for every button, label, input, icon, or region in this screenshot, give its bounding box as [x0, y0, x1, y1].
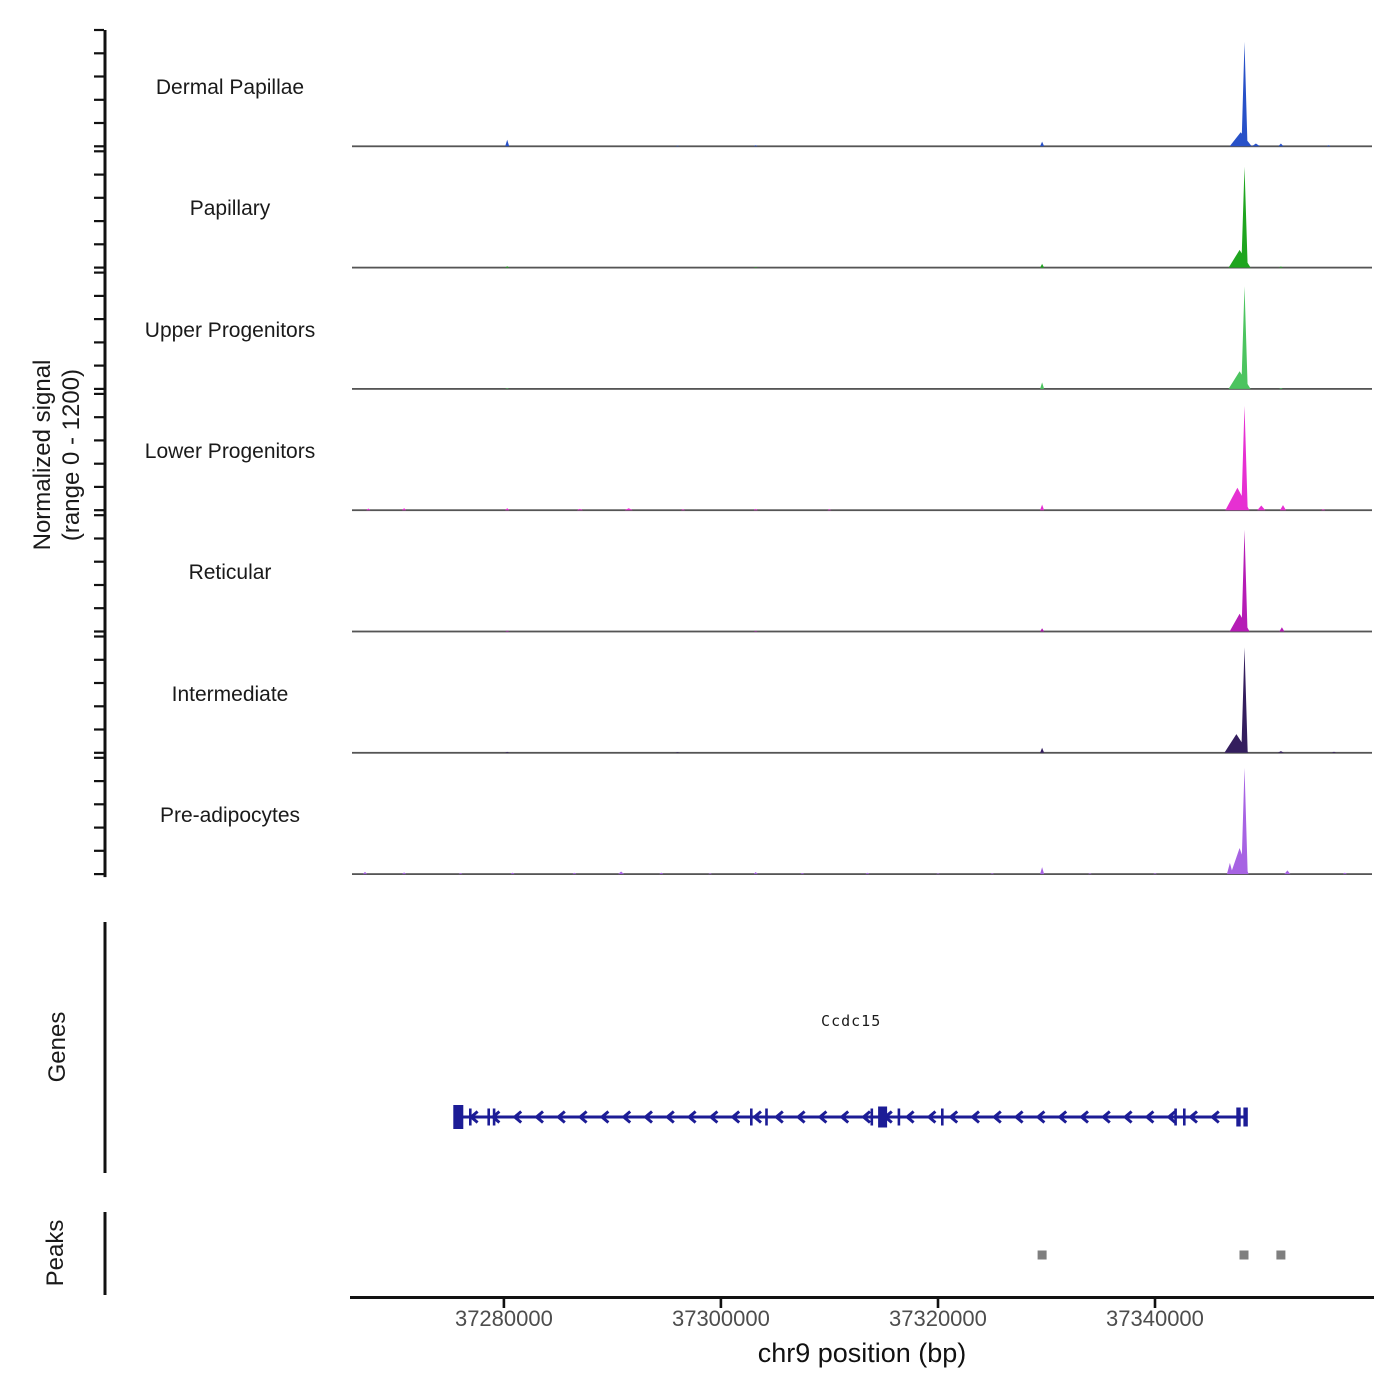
y-axis-tick — [94, 873, 104, 875]
track-label-pre-adipocytes: Pre-adipocytes — [159, 803, 301, 827]
y-axis-tick — [94, 463, 104, 465]
track-baseline-intermediate — [352, 752, 1372, 754]
gene-exon-tick — [871, 1109, 874, 1126]
track-label-papillary: Papillary — [189, 197, 271, 221]
y-axis-label — [28, 195, 86, 715]
peaks-axis-line — [104, 1212, 107, 1295]
track-label-upper-progenitors: Upper Progenitors — [144, 318, 316, 342]
x-axis-title: chr9 position (bp) — [757, 1338, 967, 1368]
y-axis-tick — [94, 803, 104, 805]
y-axis-tick — [94, 486, 104, 488]
x-axis-tick-label: 37340000 — [1106, 1306, 1204, 1331]
x-axis-tick-label: 37320000 — [889, 1306, 987, 1331]
signal-area-upper-progenitors — [352, 286, 1372, 389]
y-axis-tick — [94, 630, 104, 632]
y-axis-label-line2: (range 0 - 1200) — [58, 368, 85, 542]
track-baseline-papillary — [352, 267, 1372, 269]
x-axis-line — [350, 1296, 1374, 1299]
track-baseline-upper-progenitors — [352, 388, 1372, 390]
gene-exon-tick — [765, 1109, 768, 1126]
y-axis-label-line1: Normalized signal — [29, 359, 56, 551]
gene-exon-tick — [1183, 1109, 1186, 1126]
x-axis-tick-label: 37280000 — [454, 1306, 553, 1331]
y-axis-tick — [94, 607, 104, 609]
peak-box — [1276, 1251, 1285, 1260]
y-axis-tick — [94, 295, 104, 297]
y-axis-tick — [94, 122, 104, 124]
gene-end-exon-block — [1236, 1108, 1240, 1127]
signal-area-dermal-papillae — [352, 42, 1372, 147]
y-axis-tick — [94, 561, 104, 563]
signal-area-reticular — [352, 530, 1372, 632]
y-axis-tick — [94, 705, 104, 707]
y-axis-tick — [94, 243, 104, 245]
y-axis-tick — [94, 75, 104, 77]
y-axis-tick — [94, 388, 104, 390]
signal-area-papillary — [352, 167, 1372, 268]
y-axis-tick — [94, 827, 104, 829]
gene-exon-tick — [1174, 1109, 1177, 1126]
y-axis-tick — [94, 272, 104, 274]
y-axis-tick — [94, 341, 104, 343]
y-axis-tick — [94, 365, 104, 367]
y-axis-line — [104, 30, 107, 877]
gene-exon-tick — [750, 1109, 753, 1126]
y-axis-tick — [94, 780, 104, 782]
track-label-dermal-papillae: Dermal Papillae — [155, 76, 305, 100]
signal-area-pre-adipocytes — [352, 768, 1372, 874]
gene-exon-tick — [469, 1109, 472, 1126]
y-axis-tick — [94, 29, 104, 31]
signal-area-lower-progenitors — [352, 406, 1372, 511]
track-label-lower-progenitors: Lower Progenitors — [144, 440, 316, 464]
gene-exon-block — [878, 1107, 887, 1128]
track-label-reticular: Reticular — [188, 561, 272, 585]
y-axis-tick — [94, 174, 104, 176]
y-axis-tick — [94, 752, 104, 754]
track-label-intermediate: Intermediate — [171, 682, 289, 706]
gene-exon-block — [453, 1105, 463, 1129]
y-axis-tick — [94, 393, 104, 395]
y-axis-tick — [94, 145, 104, 147]
gene-exon-tick — [941, 1109, 944, 1126]
track-baseline-reticular — [352, 631, 1372, 633]
signal-area-intermediate — [352, 647, 1372, 753]
gene-exon-tick — [487, 1109, 490, 1126]
y-axis-tick — [94, 52, 104, 54]
gene-end-exon-block — [1243, 1108, 1247, 1127]
y-axis-tick — [94, 728, 104, 730]
track-baseline-pre-adipocytes — [352, 873, 1372, 875]
y-axis-tick — [94, 757, 104, 759]
gene-exon-tick — [493, 1109, 496, 1126]
y-axis-tick — [94, 99, 104, 101]
y-axis-tick — [94, 318, 104, 320]
y-axis-tick — [94, 439, 104, 441]
y-axis-tick — [94, 514, 104, 516]
peaks-track-label: Peaks — [42, 1219, 69, 1287]
y-axis-tick — [94, 509, 104, 511]
y-axis-tick — [94, 220, 104, 222]
track-baseline-dermal-papillae — [352, 145, 1372, 147]
y-axis-tick — [94, 659, 104, 661]
peak-box — [1038, 1251, 1047, 1260]
y-axis-tick — [94, 537, 104, 539]
y-axis-tick — [94, 197, 104, 199]
y-axis-tick — [94, 850, 104, 852]
y-axis-tick — [94, 150, 104, 152]
x-axis-tick-label: 37300000 — [671, 1306, 770, 1331]
genes-axis-line — [104, 922, 107, 1173]
track-baseline-lower-progenitors — [352, 509, 1372, 511]
y-axis-tick — [94, 584, 104, 586]
y-axis-tick — [94, 267, 104, 269]
y-axis-tick — [94, 416, 104, 418]
gene-exon-tick — [898, 1109, 901, 1126]
y-axis-tick — [94, 682, 104, 684]
genes-track-label: Genes — [44, 1011, 71, 1083]
peak-box — [1240, 1251, 1249, 1260]
gene-name-label: Ccdc15 — [821, 1012, 882, 1030]
y-axis-tick — [94, 635, 104, 637]
